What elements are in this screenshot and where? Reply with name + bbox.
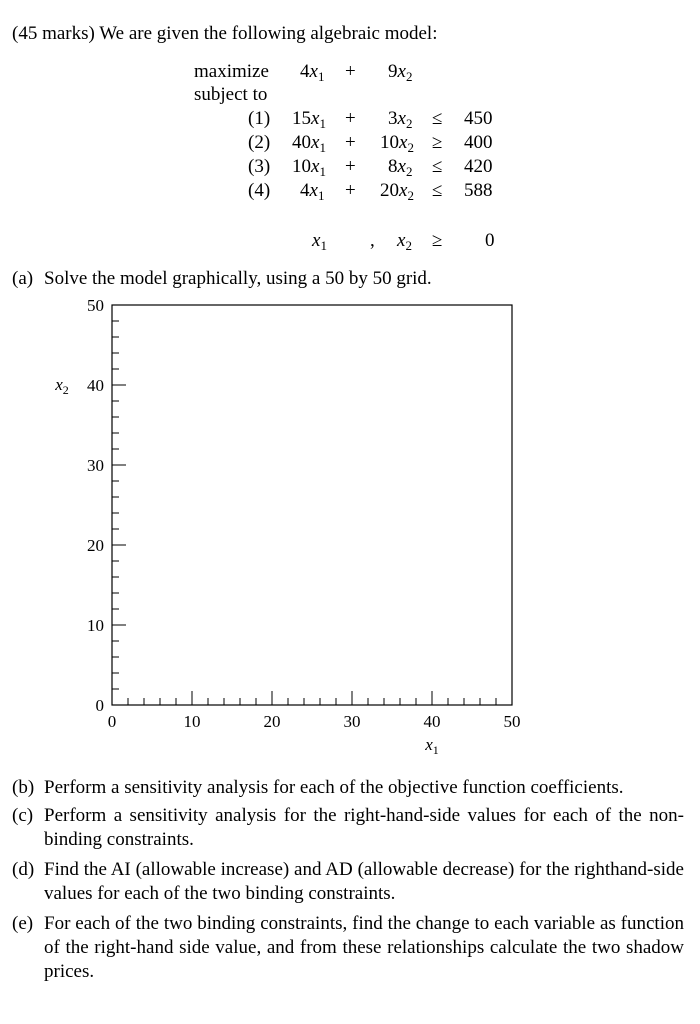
axis-ticks (112, 321, 496, 705)
constraint-term-1: $10x_1$ (292, 156, 326, 179)
x-tick-label: 0 (107, 712, 117, 731)
nonneg-comma: , (370, 230, 375, 251)
part-label: (d) (12, 859, 35, 880)
constraint-term-2: $20x_2$ (380, 180, 414, 203)
constraint-term-1: $40x_1$ (292, 132, 326, 155)
y-tick-label: 50 (87, 296, 104, 315)
objective-coef-1: 4 (300, 61, 310, 82)
constraint-number: (2) (248, 132, 271, 153)
x-tick-label: 20 (263, 712, 281, 731)
nonneg-relation: ≥ (432, 230, 443, 251)
x-tick-label: 10 (183, 712, 201, 731)
y-tick-label: 10 (87, 616, 104, 635)
part-label: (a) (12, 268, 34, 289)
constraint-op: + (345, 180, 356, 201)
question-intro: (45 marks) We are given the following algebraic model: (12, 23, 438, 44)
x-tick-label: 40 (423, 712, 441, 731)
part-text: Perform a sensitivity analysis for each of the objective function coefficients. (44, 777, 624, 798)
constraint-relation: ≤ (432, 180, 443, 201)
x-tick-label: 50 (503, 712, 521, 731)
constraint-number: (3) (248, 156, 271, 177)
constraint-rhs: 420 (464, 156, 493, 177)
nonneg-x1: $x_1$ (312, 230, 327, 253)
constraint-term-2: $10x_2$ (380, 132, 414, 155)
subject-to-label: subject to (194, 84, 268, 105)
objective-var-1: x (309, 61, 318, 82)
constraint-rhs: 588 (464, 180, 493, 201)
axis-tick-labels (87, 296, 521, 731)
y-tick-label: 30 (87, 456, 104, 475)
constraint-op: + (345, 108, 356, 129)
part-label: (c) (12, 805, 34, 826)
constraint-rhs: 400 (464, 132, 493, 153)
constraint-relation: ≥ (432, 132, 443, 153)
constraint-op: + (345, 132, 356, 153)
constraint-rhs: 450 (464, 108, 493, 129)
constraint-number: (1) (248, 108, 271, 129)
y-tick-label: 40 (87, 376, 104, 395)
constraint-relation: ≤ (432, 156, 443, 177)
part-text: Solve the model graphically, using a 50 by 50 grid. (44, 268, 432, 289)
part-text: Find the AI (allowable increase) and AD (allowable decrease) for the righthand-side values for each of the two binding constraints. (44, 859, 684, 904)
nonneg-x2: $x_2$ (397, 230, 412, 253)
x-axis-label: $x_1$ (425, 735, 439, 757)
objective-coef-2: 9 (388, 61, 398, 82)
part-label: (e) (12, 913, 34, 934)
constraint-term-2: $8x_2$ (388, 156, 413, 179)
constraint-relation: ≤ (432, 108, 443, 129)
maximize-label: maximize (194, 61, 269, 82)
part-text: For each of the two binding constraints, find the change to each variable as function of the right-hand side value, and from these relationships calculate the two shadow prices. (44, 913, 684, 982)
part-text: Perform a sensitivity analysis for the right-hand-side values for each of the non-binding constraints. (44, 805, 684, 850)
plot-frame (112, 305, 512, 705)
objective-op: + (345, 61, 356, 82)
x-tick-label: 30 (343, 712, 361, 731)
nonneg-rhs: 0 (485, 230, 495, 251)
constraint-term-2: $3x_2$ (388, 108, 413, 131)
y-tick-label: 20 (87, 536, 104, 555)
objective-sub-2: 2 (405, 69, 413, 84)
objective-var-2: x (397, 61, 406, 82)
objective-sub-1: 1 (317, 69, 325, 84)
y-axis-label: $x_2$ (55, 375, 69, 397)
constraint-op: + (345, 156, 356, 177)
constraint-number: (4) (248, 180, 271, 201)
constraint-term-1: $15x_1$ (292, 108, 326, 131)
constraint-term-1: $4x_1$ (300, 180, 325, 203)
part-label: (b) (12, 777, 35, 798)
y-tick-label: 0 (95, 696, 104, 715)
